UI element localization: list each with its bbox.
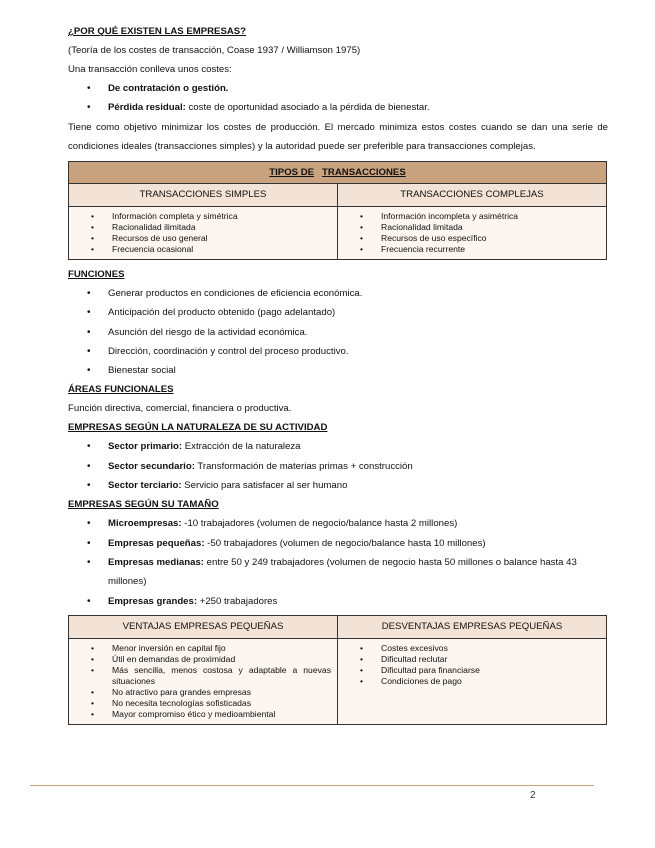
col-header-advantages: VENTAJAS EMPRESAS PEQUEÑAS bbox=[69, 615, 338, 638]
simple-cell bbox=[69, 206, 338, 259]
list-item: • Empresas grandes: +250 trabajadores bbox=[68, 592, 608, 611]
list-item: • Recursos de uso específico bbox=[338, 233, 606, 244]
list-item: • Empresas medianas: entre 50 y 249 trabajadores (volumen de negocio hasta 50 millones o balance hasta 43 millones) bbox=[68, 553, 608, 592]
areas-heading: ÁREAS FUNCIONALES bbox=[68, 384, 174, 396]
intro-text: Una transacción conlleva unos costes: bbox=[68, 64, 232, 75]
list-item: • Bienestar social bbox=[68, 361, 608, 380]
list-item: • Frecuencia recurrente bbox=[338, 244, 606, 255]
transactions-table bbox=[68, 161, 607, 260]
complex-cell bbox=[338, 206, 607, 259]
page-title: ¿POR QUÉ EXISTEN LAS EMPRESAS? bbox=[68, 26, 247, 37]
list-item: • Dirección, coordinación y control del proceso productivo. bbox=[68, 342, 608, 361]
col-header-disadvantages: DESVENTAJAS EMPRESAS PEQUEÑAS bbox=[338, 615, 607, 638]
pros-cons-table bbox=[68, 615, 607, 726]
list-item: • No atractivo para grandes empresas bbox=[69, 687, 337, 698]
advantages-cell bbox=[69, 638, 338, 725]
list-item: • Más sencilla, menos costosa y adaptable a nuevas situaciones bbox=[69, 665, 337, 687]
list-item: • Recursos de uso general bbox=[69, 233, 337, 244]
list-item: • Dificultad para financiarse bbox=[338, 665, 606, 676]
list-item: • Frecuencia ocasional bbox=[69, 244, 337, 255]
document-page bbox=[68, 22, 608, 725]
funciones-heading: FUNCIONES bbox=[68, 268, 125, 280]
list-item: • Información completa y simétrica bbox=[69, 211, 337, 222]
costs-list bbox=[68, 79, 608, 118]
funciones-list bbox=[68, 284, 608, 380]
list-item: • Menor inversión en capital fijo bbox=[69, 643, 337, 654]
list-item: • Sector terciario: Servicio para satisfacer al ser humano bbox=[68, 476, 608, 495]
list-item: • Dificultad reclutar bbox=[338, 654, 606, 665]
objective-paragraph: Tiene como objetivo minimizar los costes de producción. El mercado minimiza estos costes cuando se dan una serie de condiciones ideales (transacciones simples) y la autoridad puede ser preferible para transacciones complejas. bbox=[68, 121, 608, 153]
list-item: • Empresas pequeñas: -50 trabajadores (volumen de negocio/balance hasta 10 millones) bbox=[68, 534, 608, 553]
list-item: • De contratación o gestión. bbox=[68, 79, 608, 98]
list-item: • Racionalidad ilimitada bbox=[69, 222, 337, 233]
list-item: • Mayor compromiso ético y medioambiental bbox=[69, 709, 337, 720]
list-item: • Microempresas: -10 trabajadores (volumen de negocio/balance hasta 2 millones) bbox=[68, 514, 608, 533]
tamano-heading: EMPRESAS SEGÚN SU TAMAÑO bbox=[68, 499, 219, 511]
tamano-list bbox=[68, 514, 608, 610]
list-item: • Sector secundario: Transformación de materias primas + construcción bbox=[68, 457, 608, 476]
table-title: TIPOS DE TRANSACCIONES bbox=[69, 161, 607, 183]
list-item: • No necesita tecnologías sofisticadas bbox=[69, 698, 337, 709]
footer-divider bbox=[30, 785, 594, 786]
list-item: • Asunción del riesgo de la actividad económica. bbox=[68, 323, 608, 342]
list-item: • Útil en demandas de proximidad bbox=[69, 654, 337, 665]
col-header-complex: TRANSACCIONES COMPLEJAS bbox=[338, 183, 607, 206]
list-item: • Sector primario: Extracción de la naturaleza bbox=[68, 437, 608, 456]
list-item: • Generar productos en condiciones de eficiencia económica. bbox=[68, 284, 608, 303]
list-item: • Anticipación del producto obtenido (pago adelantado) bbox=[68, 303, 608, 322]
list-item: • Costes excesivos bbox=[338, 643, 606, 654]
col-header-simple: TRANSACCIONES SIMPLES bbox=[69, 183, 338, 206]
naturaleza-list bbox=[68, 437, 608, 495]
naturaleza-heading: EMPRESAS SEGÚN LA NATURALEZA DE SU ACTIVIDAD bbox=[68, 422, 328, 434]
disadvantages-cell bbox=[338, 638, 607, 725]
theory-reference: (Teoría de los costes de transacción, Coase 1937 / Williamson 1975) bbox=[68, 45, 361, 56]
list-item: • Condiciones de pago bbox=[338, 676, 606, 687]
areas-text: Función directiva, comercial, financiera o productiva. bbox=[68, 403, 292, 415]
page-number: 2 bbox=[530, 790, 536, 801]
list-item: • Pérdida residual: coste de oportunidad asociado a la pérdida de bienestar. bbox=[68, 98, 608, 117]
list-item: • Racionalidad limitada bbox=[338, 222, 606, 233]
list-item: • Información incompleta y asimétrica bbox=[338, 211, 606, 222]
